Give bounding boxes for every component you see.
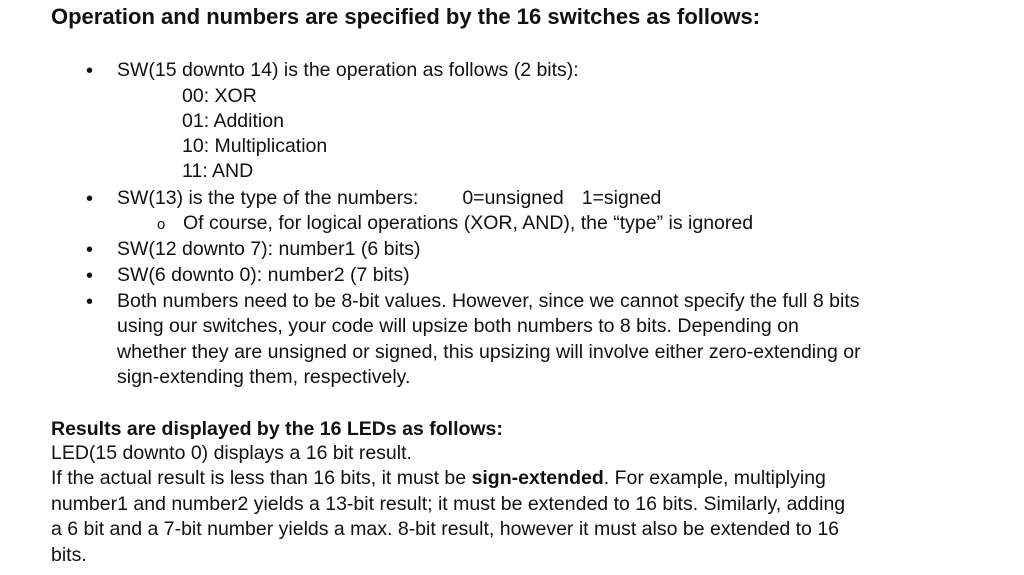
number1-line: SW(12 downto 7): number1 (6 bits)	[117, 238, 421, 260]
operation-item: 01: Addition	[182, 110, 284, 132]
sign-ext-suffix: . For example, multiplying	[603, 467, 826, 489]
sub-bullet-circle: o	[157, 216, 166, 233]
results-line: bits.	[51, 544, 87, 566]
bullet-dot: •	[86, 265, 94, 287]
bullet-dot: •	[86, 291, 94, 313]
type-subnote: Of course, for logical operations (XOR, AND), the “type” is ignored	[183, 212, 754, 234]
results-line: a 6 bit and a 7-bit number yields a max. 8-bit result, however it must also be extended to 16	[51, 518, 840, 540]
upsize-line: whether they are unsigned or signed, this upsizing will involve either zero-extending or	[117, 341, 861, 363]
sign-ext-bold: sign-extended	[471, 467, 604, 489]
sign-ext-prefix: If the actual result is less than 16 bits, it must be	[51, 467, 472, 489]
upsize-line: using our switches, your code will upsize both numbers to 8 bits. Depending on	[117, 315, 799, 337]
type-label: SW(13) is the type of the numbers:	[117, 187, 419, 209]
type-unsigned: 0=unsigned	[462, 187, 564, 209]
operation-item: 10: Multiplication	[182, 135, 328, 157]
results-line: number1 and number2 yields a 13-bit result; it must be extended to 16 bits. Similarly, adding	[51, 493, 846, 515]
bullet-dot: •	[86, 239, 94, 261]
results-heading: Results are displayed by the 16 LEDs as follows:	[51, 418, 503, 440]
number2-line: SW(6 downto 0): number2 (7 bits)	[117, 264, 410, 286]
operation-intro: SW(15 downto 14) is the operation as follows (2 bits):	[117, 59, 579, 81]
section-heading: Operation and numbers are specified by the 16 switches as follows:	[51, 4, 761, 29]
operation-item: 00: XOR	[182, 85, 257, 107]
sign-extension-line	[51, 466, 826, 491]
upsize-line: Both numbers need to be 8-bit values. However, since we cannot specify the full 8 bits	[117, 290, 860, 312]
type-signed: 1=signed	[581, 187, 662, 209]
led-line: LED(15 downto 0) displays a 16 bit result.	[51, 442, 412, 464]
bullet-dot: •	[86, 60, 94, 82]
bullet-dot: •	[86, 188, 94, 210]
type-line	[117, 186, 661, 211]
operation-item: 11: AND	[182, 160, 254, 182]
upsize-line: sign-extending them, respectively.	[117, 366, 411, 388]
